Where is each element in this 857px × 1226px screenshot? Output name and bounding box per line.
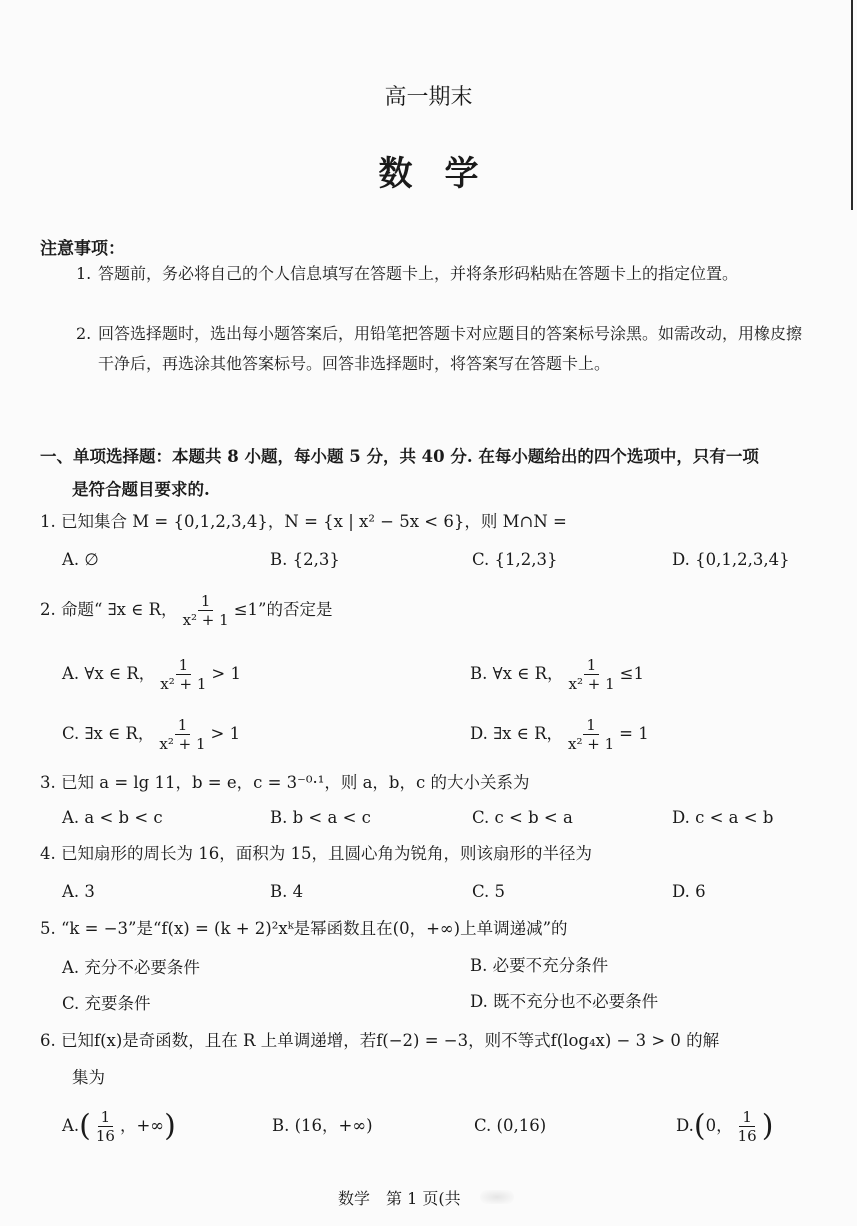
note-text: 回答选择题时，选出每小题答案后，用铅笔把答题卡对应题目的答案标号涂黑。如需改动，用橡皮擦干净后，再选涂其他答案标号。回答非选择题时，将答案写在答题卡上。 — [98, 324, 803, 373]
option-head: 0， — [705, 1116, 733, 1135]
option-prefix: A. ∀x ∈ R， — [62, 664, 156, 683]
scan-smudge — [480, 1190, 514, 1204]
q4-option-a: A. 3 — [62, 882, 95, 901]
option-fraction — [565, 716, 617, 753]
option-prefix: B. ∀x ∈ R， — [470, 664, 564, 683]
note-item-1 — [76, 259, 816, 289]
q3-option-a: A. a < b < c — [62, 808, 163, 827]
q6-option-b: B. (16，+∞) — [272, 1116, 373, 1135]
question-5-stem: 5. “k = −3”是“f(x) = (k + 2)²xᵏ是幂函数且在(0，+∞)上单调递减”的 — [40, 919, 568, 938]
fraction-denominator: 16 — [737, 1127, 757, 1145]
q3-option-c: C. c < b < a — [472, 808, 573, 827]
q1-option-a: A. ∅ — [62, 550, 99, 569]
fraction-numerator: 1 — [175, 716, 191, 735]
q6-option-c: C. (0,16) — [474, 1116, 547, 1135]
note-text: 答题前，务必将自己的个人信息填写在答题卡上，并将条形码粘贴在答题卡上的指定位置。 — [98, 264, 739, 283]
q3-option-b: B. b < a < c — [270, 808, 371, 827]
option-prefix: C. ∃x ∈ R， — [62, 724, 155, 743]
fraction-numerator: 1 — [584, 656, 600, 675]
q4-option-d: D. 6 — [672, 882, 706, 901]
q2-option-c — [62, 716, 240, 753]
fraction-numerator: 1 — [176, 656, 192, 675]
fraction-denominator: x² + 1 — [568, 735, 615, 753]
q5-option-a: A. 充分不必要条件 — [62, 958, 200, 977]
section-heading — [40, 440, 820, 506]
option-fraction — [566, 656, 618, 693]
note-number: 2. — [76, 324, 92, 343]
open-paren: ( — [79, 1108, 91, 1144]
q2-stem-suffix: ≤1”的否定是 — [233, 600, 333, 619]
q4-option-b: B. 4 — [270, 882, 304, 901]
q5-option-c: C. 充要条件 — [62, 994, 151, 1013]
open-paren: ( — [693, 1108, 706, 1144]
q2-option-d — [470, 716, 649, 753]
fraction-numerator: 1 — [739, 1108, 755, 1127]
option-suffix: > 1 — [211, 664, 241, 683]
option-tail: ，+∞ — [119, 1116, 165, 1135]
option-label: A. — [62, 1116, 80, 1135]
question-4-stem: 4. 已知扇形的周长为 16，面积为 15，且圆心角为锐角，则该扇形的半径为 — [40, 844, 592, 863]
option-suffix: ≤1 — [619, 664, 644, 683]
fraction-numerator: 1 — [583, 716, 599, 735]
q1-option-d: D. {0,1,2,3,4} — [672, 550, 790, 569]
option-suffix: > 1 — [210, 724, 241, 743]
q5-option-b: B. 必要不充分条件 — [470, 956, 609, 975]
option-fraction — [156, 716, 208, 753]
fraction-denominator: 16 — [95, 1127, 115, 1145]
q5-option-d: D. 既不充分也不必要条件 — [470, 992, 659, 1011]
note-item-2 — [76, 319, 816, 379]
question-1-stem: 1. 已知集合 M = {0,1,2,3,4}，N = {x | x² − 5x < 6}，则 M∩N = — [40, 512, 567, 531]
q4-option-c: C. 5 — [472, 882, 506, 901]
q6-option-a — [62, 1108, 176, 1145]
q2-fraction — [180, 592, 232, 629]
option-prefix: D. ∃x ∈ R， — [470, 724, 564, 743]
question-3-stem: 3. 已知 a = lg 11，b = e，c = 3⁻⁰·¹，则 a，b，c 的大小关系为 — [40, 773, 530, 792]
page-footer: 数学 第 1 页(共 — [338, 1189, 461, 1208]
fraction-denominator: x² + 1 — [160, 675, 207, 693]
fraction-numerator: 1 — [98, 1108, 114, 1127]
section-heading-line1: 一、单项选择题：本题共 8 小题，每小题 5 分，共 40 分. 在每小题给出的四个选项中，只有一项 — [40, 447, 759, 466]
section-heading-line2: 是符合题目要求的. — [72, 480, 210, 499]
note-number: 1. — [76, 264, 92, 283]
option-label: D. — [676, 1116, 694, 1135]
close-paren: ) — [761, 1108, 774, 1144]
fraction-denominator: x² + 1 — [159, 735, 206, 753]
option-fraction — [93, 1108, 118, 1145]
subject-title: 数学 — [378, 154, 511, 194]
q2-stem-prefix: 2. 命题“ ∃x ∈ R， — [40, 600, 178, 619]
q2-option-b — [470, 656, 644, 693]
q1-option-b: B. {2,3} — [270, 550, 340, 569]
question-6-stem-line1: 6. 已知f(x)是奇函数，且在 R 上单调递增，若f(−2) = −3，则不等式f(log₄x) − 3 > 0 的解 — [40, 1031, 720, 1050]
exam-name: 高一期末 — [384, 85, 473, 110]
q2-option-a — [62, 656, 241, 693]
q1-option-c: C. {1,2,3} — [472, 550, 558, 569]
option-fraction — [157, 656, 209, 693]
fraction-numerator: 1 — [198, 592, 214, 611]
notes-title: 注意事项： — [40, 239, 125, 259]
fraction-denominator: x² + 1 — [568, 675, 615, 693]
fraction-denominator: x² + 1 — [182, 611, 229, 629]
option-fraction — [735, 1108, 760, 1145]
q6-option-d — [676, 1108, 773, 1145]
question-2-stem — [40, 592, 332, 629]
option-suffix: = 1 — [619, 724, 649, 743]
q3-option-d: D. c < a < b — [672, 808, 774, 827]
close-paren: ) — [164, 1108, 176, 1144]
question-6-stem-line2: 集为 — [72, 1068, 105, 1087]
